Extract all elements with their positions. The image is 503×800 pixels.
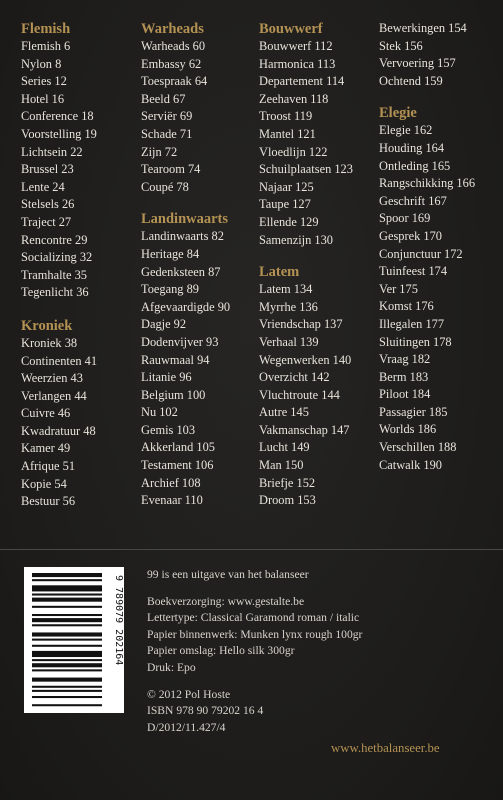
toc-entry: Geschrift 167 — [379, 193, 447, 208]
toc-entry: Autre 145 — [259, 405, 309, 420]
toc-section — [21, 20, 97, 302]
barcode-bar — [32, 651, 102, 657]
toc-column-3 — [259, 20, 353, 510]
isbn-barcode — [24, 567, 124, 713]
toc-entry: Briefje 152 — [259, 475, 316, 490]
toc-section — [141, 20, 230, 196]
toc-entry: Landinwaarts 82 — [141, 229, 224, 244]
toc-entry: Nu 102 — [141, 405, 178, 420]
colophon-depot: D/2012/11.427/4 — [147, 720, 226, 734]
toc-entry: Man 150 — [259, 458, 304, 473]
toc-entry: Passagier 185 — [379, 404, 448, 419]
toc-entry: Illegalen 177 — [379, 316, 445, 331]
toc-entry: Toespraak 64 — [141, 74, 208, 89]
toc-entry: Hotel 16 — [21, 91, 65, 106]
toc-entry: Spoor 169 — [379, 211, 431, 226]
barcode-bar — [32, 624, 102, 626]
toc-entry: Serviër 69 — [141, 109, 193, 124]
toc-section — [379, 104, 475, 474]
toc-entry: Samenzijn 130 — [259, 232, 333, 247]
toc-entry: Vakmanschap 147 — [259, 422, 350, 437]
section-heading: Latem — [259, 264, 300, 281]
toc-entry: Verlangen 44 — [21, 388, 87, 403]
colophon-paper-inner: Papier binnenwerk: Munken lynx rough 100gr — [147, 627, 363, 641]
barcode-bar — [32, 598, 102, 602]
toc-entry: Zijn 72 — [141, 144, 178, 159]
barcode-bar — [32, 632, 102, 636]
toc-entry: Myrrhe 136 — [259, 299, 318, 314]
toc-entry: Belgium 100 — [141, 387, 206, 402]
colophon-print: Druk: Epo — [147, 660, 196, 674]
toc-entry: Cuivre 46 — [21, 406, 71, 421]
barcode-bar — [32, 585, 102, 591]
barcode-bar — [32, 614, 102, 616]
toc-entry: Kwadratuur 48 — [21, 423, 96, 438]
toc-entry: Kamer 49 — [21, 441, 71, 456]
toc-entry: Traject 27 — [21, 214, 72, 229]
toc-entry: Verhaal 139 — [259, 334, 319, 349]
toc-entry: Conference 18 — [21, 109, 94, 124]
barcode-graphic — [24, 567, 124, 713]
toc-entry: Lucht 149 — [259, 440, 310, 455]
toc-entry: Departement 114 — [259, 74, 345, 89]
toc-entry: Rangschikking 166 — [379, 176, 476, 191]
toc-entry: Flemish 6 — [21, 39, 71, 53]
toc-entry: Komst 176 — [379, 299, 434, 314]
toc-entry: Tearoom 74 — [141, 162, 201, 177]
toc-entry: Stelsels 26 — [21, 197, 75, 212]
toc-entry: Litanie 96 — [141, 370, 192, 385]
toc-entry: Vluchtroute 144 — [259, 387, 340, 402]
toc-entry: Harmonica 113 — [259, 56, 336, 71]
toc-entry: Nylon 8 — [21, 56, 62, 71]
toc-entry: Akkerland 105 — [141, 440, 215, 455]
publisher-website: www.hetbalanseer.be — [331, 741, 440, 755]
toc-column-4 — [379, 20, 475, 474]
colophon-publisher: 99 is een uitgave van het balanseer — [147, 568, 309, 581]
colophon-isbn: ISBN 978 90 79202 16 4 — [147, 704, 264, 718]
toc-entry: Elegie 162 — [379, 123, 433, 138]
barcode-bar — [32, 618, 102, 622]
toc-entry: Rencontre 29 — [21, 232, 88, 247]
toc-entry: Conjunctuur 172 — [379, 246, 463, 261]
barcode-bar — [32, 659, 102, 661]
toc-section — [379, 20, 475, 90]
section-heading: Warheads — [141, 21, 204, 37]
toc-entry: Vervoering 157 — [379, 56, 456, 71]
toc-entry: Bouwwerf 112 — [259, 39, 333, 53]
section-heading: Flemish — [21, 21, 71, 37]
toc-entry: Vriendschap 137 — [259, 317, 343, 332]
toc-entry: Tramhalte 35 — [21, 267, 87, 282]
toc-entry: Weerzien 43 — [21, 371, 83, 386]
toc-entry: Bestuur 56 — [21, 494, 76, 509]
toc-entry: Ver 175 — [379, 281, 418, 296]
toc-entry: Gemis 103 — [141, 422, 196, 437]
toc-entry: Toegang 89 — [141, 282, 199, 297]
colophon-design: Boekverzorging: www.gestalte.be — [147, 594, 305, 608]
toc-entry: Verschillen 188 — [379, 440, 457, 455]
toc-entry: Lente 24 — [21, 179, 65, 194]
toc-entry: Series 12 — [21, 74, 67, 89]
toc-entry: Overzicht 142 — [259, 370, 330, 385]
toc-entry: Embassy 62 — [141, 56, 202, 71]
toc-entry: Berm 183 — [379, 369, 429, 384]
toc-entry: Zeehaven 118 — [259, 91, 329, 106]
toc-entry: Warheads 60 — [141, 39, 206, 53]
toc-entry: Tuinfeest 174 — [379, 264, 448, 279]
barcode-bar — [32, 594, 102, 596]
toc-entry: Gedenksteen 87 — [141, 264, 221, 279]
toc-entry: Gesprek 170 — [379, 228, 442, 243]
toc-column-2 — [141, 20, 230, 510]
section-heading: Bouwwerf — [259, 21, 323, 37]
toc-entry: Rauwmaal 94 — [141, 352, 210, 367]
barcode-bar — [32, 686, 102, 688]
barcode-bar — [32, 663, 102, 667]
toc-entry: Socializing 32 — [21, 250, 93, 265]
toc-section — [259, 263, 353, 510]
section-heading: Landinwaarts — [141, 211, 229, 228]
toc-entry: Lichtsein 22 — [21, 144, 83, 159]
toc-entry: Troost 119 — [259, 109, 313, 124]
toc-entry: Sluitingen 178 — [379, 334, 452, 349]
toc-entry: Vloedlijn 122 — [259, 144, 328, 159]
colophon-typeface: Lettertype: Classical Garamond roman / italic — [147, 611, 360, 625]
toc-entry: Houding 164 — [379, 140, 445, 155]
toc-entry: Testament 106 — [141, 458, 214, 473]
barcode-bar — [32, 579, 102, 581]
barcode-bar — [32, 704, 102, 706]
toc-entry: Ontleding 165 — [379, 158, 451, 173]
toc-entry: Stek 156 — [379, 38, 423, 53]
toc-entry: Najaar 125 — [259, 179, 314, 194]
section-heading: Kroniek — [21, 317, 73, 334]
toc-entry: Kopie 54 — [21, 476, 67, 491]
toc-entry: Tegenlicht 36 — [21, 285, 89, 300]
toc-entry: Voorstelling 19 — [21, 126, 97, 141]
toc-section — [21, 317, 97, 511]
toc-entry: Heritage 84 — [141, 246, 200, 261]
toc-entry: Afrique 51 — [21, 459, 76, 474]
toc-entry: Bewerkingen 154 — [379, 21, 467, 35]
toc-entry: Brussel 23 — [21, 162, 74, 177]
barcode-bar — [32, 573, 102, 577]
colophon-copyright: © 2012 Pol Hoste — [147, 687, 231, 701]
toc-section — [141, 210, 230, 510]
toc-entry: Beeld 67 — [141, 91, 186, 106]
toc-entry: Latem 134 — [259, 282, 313, 297]
toc-entry: Schuilplaatsen 123 — [259, 162, 353, 177]
toc-entry: Catwalk 190 — [379, 457, 442, 472]
toc-entry: Taupe 127 — [259, 197, 311, 212]
colophon — [147, 567, 477, 736]
barcode-bar — [32, 669, 102, 671]
barcode-bar — [32, 645, 102, 647]
table-of-contents — [0, 20, 503, 540]
toc-entry: Evenaar 110 — [141, 493, 203, 508]
toc-entry: Archief 108 — [141, 475, 201, 490]
toc-entry: Worlds 186 — [379, 422, 437, 437]
toc-section — [259, 20, 353, 249]
barcode-bar — [32, 639, 102, 641]
toc-entry: Dodenvijver 93 — [141, 334, 219, 349]
barcode-digits: 9 789079 202164 — [113, 575, 124, 666]
toc-entry: Kroniek 38 — [21, 335, 78, 350]
barcode-bar — [32, 696, 102, 698]
toc-entry: Wegenwerken 140 — [259, 352, 352, 367]
toc-entry: Dagje 92 — [141, 317, 187, 332]
barcode-bar — [32, 678, 102, 682]
toc-column-1 — [21, 20, 97, 511]
toc-entry: Continenten 41 — [21, 353, 98, 368]
toc-entry: Afgevaardigde 90 — [141, 299, 231, 314]
toc-entry: Coupé 78 — [141, 179, 189, 194]
colophon-paper-cover: Papier omslag: Hello silk 300gr — [147, 644, 295, 658]
toc-entry: Mantel 121 — [259, 126, 316, 141]
toc-entry: Schade 71 — [141, 126, 193, 141]
toc-entry: Ellende 129 — [259, 214, 319, 229]
barcode-bar — [32, 606, 102, 608]
toc-entry: Piloot 184 — [379, 387, 431, 402]
toc-entry: Vraag 182 — [379, 352, 431, 367]
section-heading: Elegie — [379, 105, 417, 122]
toc-entry: Ochtend 159 — [379, 73, 443, 88]
barcode-bar — [32, 690, 102, 692]
divider-line — [0, 549, 503, 550]
toc-entry: Droom 153 — [259, 493, 316, 508]
